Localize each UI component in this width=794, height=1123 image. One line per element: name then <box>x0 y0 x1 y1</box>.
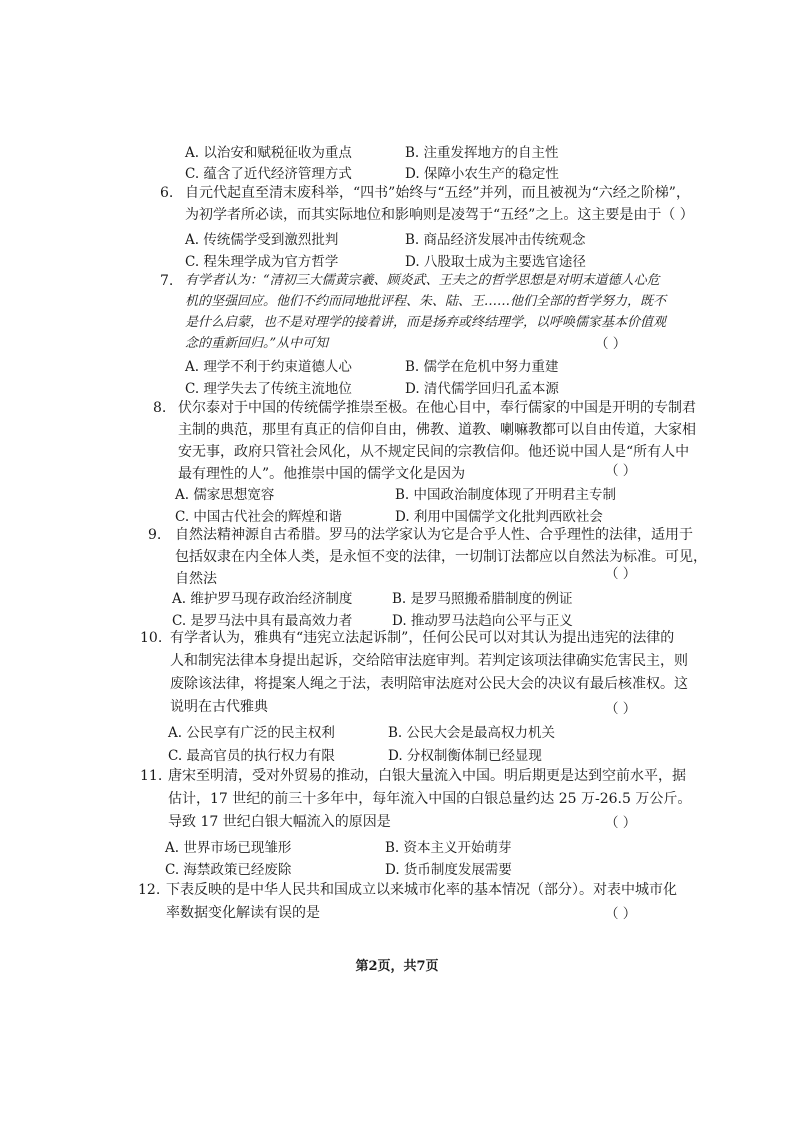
q6-line-2: 为初学者所必读，而其实际地位和影响则是凌驾于“五经”之上。这主要是由于（ ） <box>185 207 694 223</box>
q8-answer-paren: （ ） <box>605 463 637 479</box>
q6-option-a: A. 传统儒学受到激烈批判 <box>185 232 339 248</box>
q11-number: 11. <box>140 768 163 784</box>
q10-line-2: 人和制宪法律本身提出起诉，交给陪审法庭审判。若判定该项法律确实危害民主，则 <box>170 653 688 669</box>
q9-number: 9. <box>148 527 162 543</box>
q7-line-3: 是什么启蒙，也不是对理学的接着讲，而是扬弃或终结理学，以呼唤儒家基本价值观 <box>185 315 667 330</box>
q12-line-2: 率数据变化解读有误的是 <box>166 905 320 921</box>
q7-option-a: A. 理学不利于约束道德人心 <box>185 359 352 375</box>
q7-answer-paren: （ ） <box>595 336 627 352</box>
q12-line-1: 下表反映的是中华人民共和国成立以来城市化率的基本情况（部分）。对表中城市化 <box>166 882 677 898</box>
q9-option-c: C. 是罗马法中具有最高效力者 <box>172 613 353 629</box>
q8-number: 8. <box>153 400 167 416</box>
q7-option-c: C. 理学失去了传统主流地位 <box>185 381 352 397</box>
q9-option-a: A. 维护罗马现存政治经济制度 <box>172 591 353 607</box>
q10-option-d: D. 分权制衡体制已经显现 <box>388 748 542 764</box>
q6-number: 6. <box>160 185 174 201</box>
q7-option-d: D. 清代儒学回归孔孟本源 <box>405 381 559 397</box>
q8-option-c: C. 中国古代社会的辉煌和谐 <box>175 509 342 525</box>
q8-option-d: D. 利用中国儒学文化批判西欧社会 <box>395 509 603 525</box>
q5-option-c: C. 蕴含了近代经济管理方式 <box>185 166 352 182</box>
q7-line-2: 机的坚强回应。他们不约而同地批评程、朱、陆、王……他们全部的哲学努力，既不 <box>185 294 667 309</box>
q11-line-2: 估计，17 世纪的前三十多年中，每年流入中国的白银总量约达 25 万-26.5 万公斤。 <box>168 791 692 807</box>
q10-option-a: A. 公民享有广泛的民主权利 <box>168 725 335 741</box>
q5-option-d: D. 保障小农生产的稳定性 <box>405 166 559 182</box>
q11-line-3: 导致 17 世纪白银大幅流入的原因是 <box>168 814 391 830</box>
q7-line-4: 念的重新回归。”从中可知 <box>185 336 329 351</box>
q9-line-1: 自然法精神源自古希腊。罗马的法学家认为它是合乎人性、合乎理性的法律，适用于 <box>175 527 693 543</box>
q11-option-c: C. 海禁政策已经废除 <box>165 862 292 878</box>
q12-number: 12. <box>138 882 161 898</box>
q10-answer-paren: （ ） <box>605 701 637 717</box>
q9-line-3: 自然法 <box>175 571 217 587</box>
page-footer: 第2页，共7页 <box>355 959 439 974</box>
q7-number: 7. <box>160 273 174 289</box>
q10-option-c: C. 最高官员的执行权力有限 <box>168 748 335 764</box>
q8-line-1: 伏尔泰对于中国的传统儒学推崇至极。在他心目中，奉行儒家的中国是开明的专制君 <box>178 400 696 416</box>
q8-option-b: B. 中国政治制度体现了开明君主专制 <box>395 487 617 503</box>
q12-stem <box>166 879 677 925</box>
q5-option-b: B. 注重发挥地方的自主性 <box>405 145 559 161</box>
q6-option-c: C. 程朱理学成为官方哲学 <box>185 254 339 270</box>
q9-answer-paren: （ ） <box>605 566 637 582</box>
q10-number: 10. <box>140 630 163 646</box>
q8-line-4: 最有理性的人”。他推崇中国的儒学文化是因为 <box>178 466 466 482</box>
q6-line-1: 自元代起直至清末废科举，“四书”始终与“五经”并列，而且被视为“六经之阶梯”， <box>185 185 690 201</box>
q10-line-3: 废除该法律，将提案人绳之于法，表明陪审法庭对公民大会的决议有最后核准权。这 <box>170 676 688 692</box>
q9-option-d: D. 推动罗马法趋向公平与正义 <box>392 613 573 629</box>
q11-option-a: A. 世界市场已现雏形 <box>165 840 292 856</box>
q11-option-b: B. 资本主义开始萌芽 <box>385 840 512 856</box>
q9-option-b: B. 是罗马照搬希腊制度的例证 <box>392 591 573 607</box>
q7-line-1: 有学者认为：“清初三大儒黄宗羲、顾炎武、王夫之的哲学思想是对明末道德人心危 <box>185 273 660 288</box>
q9-line-2: 包括奴隶在内全体人类，是永恒不变的法律，一切制订法都应以自然法为标准。可见， <box>175 549 707 565</box>
q6-option-b: B. 商品经济发展冲击传统观念 <box>405 232 586 248</box>
q5-option-a: A. 以治安和赋税征收为重点 <box>185 145 352 161</box>
q12-answer-paren: （ ） <box>605 906 637 922</box>
q8-line-3: 安无事，政府只管社会风化，从不规定民间的宗教信仰。他还说中国人是“所有人中 <box>178 444 690 460</box>
q10-option-b: B. 公民大会是最高权力机关 <box>388 725 556 741</box>
q8-line-2: 主制的典范，那里有真正的信仰自由，佛教、道教、喇嘛教都可以自由传道，大家相 <box>178 422 696 438</box>
q7-stem <box>185 270 666 354</box>
q6-option-d: D. 八股取士成为主要选官途径 <box>405 254 586 270</box>
q6-stem <box>185 182 694 226</box>
q7-option-b: B. 儒学在危机中努力重建 <box>405 359 559 375</box>
q10-line-1: 有学者认为，雅典有“违宪立法起诉制”，任何公民可以对其认为提出违宪的法律的 <box>170 630 675 646</box>
q10-line-4: 说明在古代雅典 <box>170 699 268 715</box>
q11-line-1: 唐宋至明清，受对外贸易的推动，白银大量流入中国。明后期更是达到空前水平，据 <box>168 768 686 784</box>
q8-option-a: A. 儒家思想宽容 <box>175 487 275 503</box>
q11-answer-paren: （ ） <box>605 815 637 831</box>
q11-option-d: D. 货币制度发展需要 <box>385 862 512 878</box>
